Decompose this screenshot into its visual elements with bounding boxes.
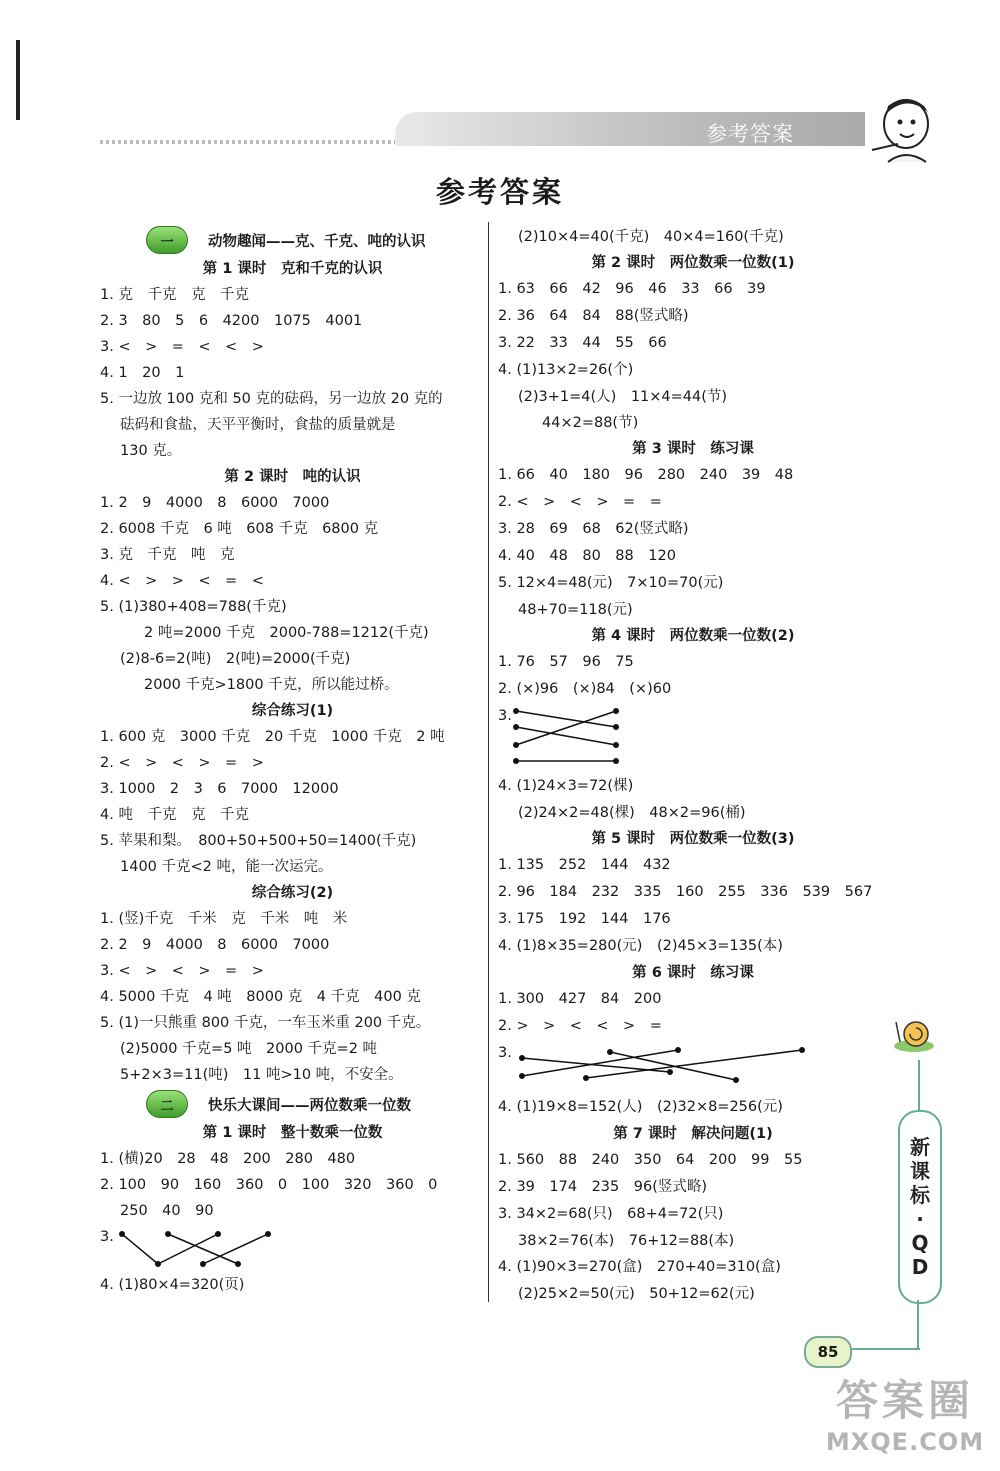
answer-line: 2. 100 90 160 360 0 100 320 360 0 bbox=[100, 1177, 438, 1193]
left-column bbox=[100, 224, 485, 1298]
answer-line: 130 克。 bbox=[120, 443, 182, 459]
answer-line: 3. 28 69 68 62(竖式略) bbox=[498, 521, 689, 537]
answer-line: 2. 39 174 235 96(竖式略) bbox=[498, 1179, 708, 1195]
tab-char: 标 bbox=[910, 1183, 930, 1207]
answer-line: 2. 2 9 4000 8 6000 7000 bbox=[100, 937, 330, 953]
lesson-title: 第 1 课时 克和千克的认识 bbox=[202, 261, 383, 277]
answer-line: 1. 300 427 84 200 bbox=[498, 991, 662, 1007]
answer-line: 2. 96 184 232 335 160 255 336 539 567 bbox=[498, 884, 873, 900]
answer-line: 5. 苹果和梨。 800+50+500+50=1400(千克) bbox=[100, 833, 417, 849]
answer-line: 2. 36 64 84 88(竖式略) bbox=[498, 308, 689, 324]
answer-line: (2)10×4=40(千克) 40×4=160(千克) bbox=[518, 229, 784, 245]
side-connector bbox=[918, 1060, 920, 1110]
answer-line: (2)5000 千克=5 吨 2000 千克=2 吨 bbox=[120, 1041, 378, 1057]
answer-line: 4. (1)8×35=280(元) (2)45×3=135(本) bbox=[498, 938, 783, 954]
answer-line: 1400 千克<2 吨，能一次运完。 bbox=[120, 859, 333, 875]
page-number: 85 bbox=[804, 1336, 852, 1368]
answer-line: 1. 克 千克 克 千克 bbox=[100, 287, 249, 303]
answer-line: 4. 吨 千克 克 千克 bbox=[100, 807, 249, 823]
answer-line: 3. bbox=[498, 708, 512, 724]
answer-line: 38×2=76(本) 76+12=88(本) bbox=[518, 1233, 735, 1249]
answer-line: 2. < > < > = = bbox=[498, 494, 662, 510]
tab-char: · bbox=[916, 1207, 924, 1231]
answer-line: 4. (1)19×8=152(人) (2)32×8=256(元) bbox=[498, 1099, 783, 1115]
watermark-logo: 答案圈 bbox=[835, 1376, 974, 1425]
matching-diagram-icon bbox=[518, 1044, 808, 1084]
answer-line: 3. 克 千克 吨 克 bbox=[100, 547, 235, 563]
answer-line: 3. bbox=[100, 1229, 114, 1245]
margin-mark bbox=[16, 40, 20, 120]
answer-line: 2. < > < > = > bbox=[100, 755, 264, 771]
answer-line: 砝码和食盐，天平平衡时，食盐的质量就是 bbox=[120, 417, 396, 433]
header-band bbox=[395, 112, 865, 146]
answer-line: 48+70=118(元) bbox=[518, 602, 633, 618]
snail-icon bbox=[890, 1012, 940, 1056]
column-divider bbox=[488, 222, 489, 1302]
matching-diagram-icon bbox=[118, 1228, 278, 1268]
answer-line: 44×2=88(节) bbox=[542, 415, 639, 431]
answer-line: 2. (×)96 (×)84 (×)60 bbox=[498, 681, 672, 697]
answer-line: 4. 40 48 80 88 120 bbox=[498, 548, 676, 564]
page-title: 参考答案 bbox=[435, 175, 564, 209]
answer-line: 5+2×3=11(吨) 11 吨>10 吨，不安全。 bbox=[120, 1067, 403, 1083]
answer-line: 5. (1)一只熊重 800 千克，一车玉米重 200 千克。 bbox=[100, 1015, 431, 1031]
answer-line: 3. 22 33 44 55 66 bbox=[498, 335, 667, 351]
answer-line: 1. (横)20 28 48 200 280 480 bbox=[100, 1151, 356, 1167]
answer-line: 1. 66 40 180 96 280 240 39 48 bbox=[498, 467, 794, 483]
answer-line: 1. 63 66 42 96 46 33 66 39 bbox=[498, 281, 766, 297]
lesson-title: 第 3 课时 练习课 bbox=[632, 441, 754, 457]
lesson-title: 第 5 课时 两位数乘一位数(3) bbox=[591, 831, 795, 847]
watermark bbox=[820, 1375, 990, 1465]
answer-line: 3. 34×2=68(只) 68+4=72(只) bbox=[498, 1206, 724, 1222]
answer-line: 250 40 90 bbox=[120, 1203, 214, 1219]
answer-line: (2)3+1=4(人) 11×4=44(节) bbox=[518, 389, 728, 405]
matching-answer bbox=[498, 1040, 888, 1094]
answer-line: 4. (1)90×3=270(盒) 270+40=310(盒) bbox=[498, 1259, 781, 1275]
answer-line: 4. 5000 千克 4 吨 8000 克 4 千克 400 克 bbox=[100, 989, 421, 1005]
side-connector bbox=[840, 1348, 920, 1350]
tab-char: D bbox=[911, 1255, 929, 1279]
lesson-title: 综合练习(1) bbox=[251, 703, 334, 719]
side-connector bbox=[917, 1300, 919, 1350]
answer-line: 1. 600 克 3000 千克 20 千克 1000 千克 2 吨 bbox=[100, 729, 445, 745]
unit-1-heading bbox=[100, 224, 485, 256]
tab-char: Q bbox=[911, 1231, 929, 1255]
answer-line: 1. 2 9 4000 8 6000 7000 bbox=[100, 495, 330, 511]
answer-line: 3. bbox=[498, 1045, 512, 1061]
answer-line: 2. > > < < > = bbox=[498, 1018, 662, 1034]
answer-line: 3. < > < > = > bbox=[100, 963, 264, 979]
answer-line: 5. 一边放 100 克和 50 克的砝码，另一边放 20 克的 bbox=[100, 391, 443, 407]
answer-line: 2 吨=2000 千克 2000-788=1212(千克) bbox=[144, 625, 429, 641]
answer-line: (2)25×2=50(元) 50+12=62(元) bbox=[518, 1286, 755, 1302]
matching-answer bbox=[498, 703, 888, 773]
answer-line: 3. 1000 2 3 6 7000 12000 bbox=[100, 781, 339, 797]
answer-line: 3. 175 192 144 176 bbox=[498, 911, 671, 927]
header-tab-label: 参考答案 bbox=[706, 122, 794, 146]
answer-line: 4. (1)24×3=72(棵) bbox=[498, 778, 634, 794]
lesson-title: 第 4 课时 两位数乘一位数(2) bbox=[591, 628, 795, 644]
matching-answer bbox=[100, 1224, 485, 1272]
answer-line: 5. 12×4=48(元) 7×10=70(元) bbox=[498, 575, 724, 591]
unit-2-title: 快乐大课间——两位数乘一位数 bbox=[208, 1097, 411, 1114]
lesson-title: 第 2 课时 两位数乘一位数(1) bbox=[591, 255, 795, 271]
answer-line: 4. 1 20 1 bbox=[100, 365, 185, 381]
answer-line: 3. < > = < < > bbox=[100, 339, 264, 355]
answer-line: 5. (1)380+408=788(千克) bbox=[100, 599, 287, 615]
lesson-title: 第 6 课时 练习课 bbox=[632, 965, 754, 981]
lesson-title: 综合练习(2) bbox=[251, 885, 334, 901]
answer-line: 4. (1)13×2=26(个) bbox=[498, 362, 634, 378]
answer-line: 1. (竖)千克 千米 克 千米 吨 米 bbox=[100, 911, 348, 927]
answer-line: (2)24×2=48(棵) 48×2=96(桶) bbox=[518, 805, 746, 821]
answer-line: 1. 560 88 240 350 64 200 99 55 bbox=[498, 1152, 803, 1168]
lesson-title: 第 7 课时 解决问题(1) bbox=[613, 1126, 773, 1142]
tab-char: 课 bbox=[910, 1159, 930, 1183]
answer-line: 2. 3 80 5 6 4200 1075 4001 bbox=[100, 313, 363, 329]
watermark-url: MXQE.COM bbox=[825, 1428, 985, 1456]
unit-2-badge: 二 bbox=[146, 1090, 188, 1118]
unit-1-title: 动物趣闻——克、千克、吨的认识 bbox=[208, 233, 426, 250]
curriculum-tab bbox=[898, 1110, 942, 1304]
mascot-boy-icon bbox=[858, 92, 938, 167]
answer-line: 1. 76 57 96 75 bbox=[498, 654, 634, 670]
answer-line: (2)8-6=2(吨) 2(吨)=2000(千克) bbox=[120, 651, 351, 667]
answer-line: 1. 135 252 144 432 bbox=[498, 857, 671, 873]
answer-line: 2. 6008 千克 6 吨 608 千克 6800 克 bbox=[100, 521, 379, 537]
header-dotted-line bbox=[100, 140, 400, 144]
tab-char: 新 bbox=[910, 1135, 930, 1159]
answer-line: 4. < > > < = < bbox=[100, 573, 264, 589]
matching-diagram-icon bbox=[512, 705, 622, 767]
right-column bbox=[498, 224, 888, 1307]
lesson-title: 第 2 课时 吨的认识 bbox=[224, 469, 361, 485]
answer-line: 2000 千克>1800 千克，所以能过桥。 bbox=[144, 677, 399, 693]
unit-2-heading bbox=[100, 1088, 485, 1120]
answer-line: 4. (1)80×4=320(页) bbox=[100, 1277, 245, 1293]
unit-1-badge: 一 bbox=[146, 226, 188, 254]
lesson-title: 第 1 课时 整十数乘一位数 bbox=[202, 1125, 383, 1141]
